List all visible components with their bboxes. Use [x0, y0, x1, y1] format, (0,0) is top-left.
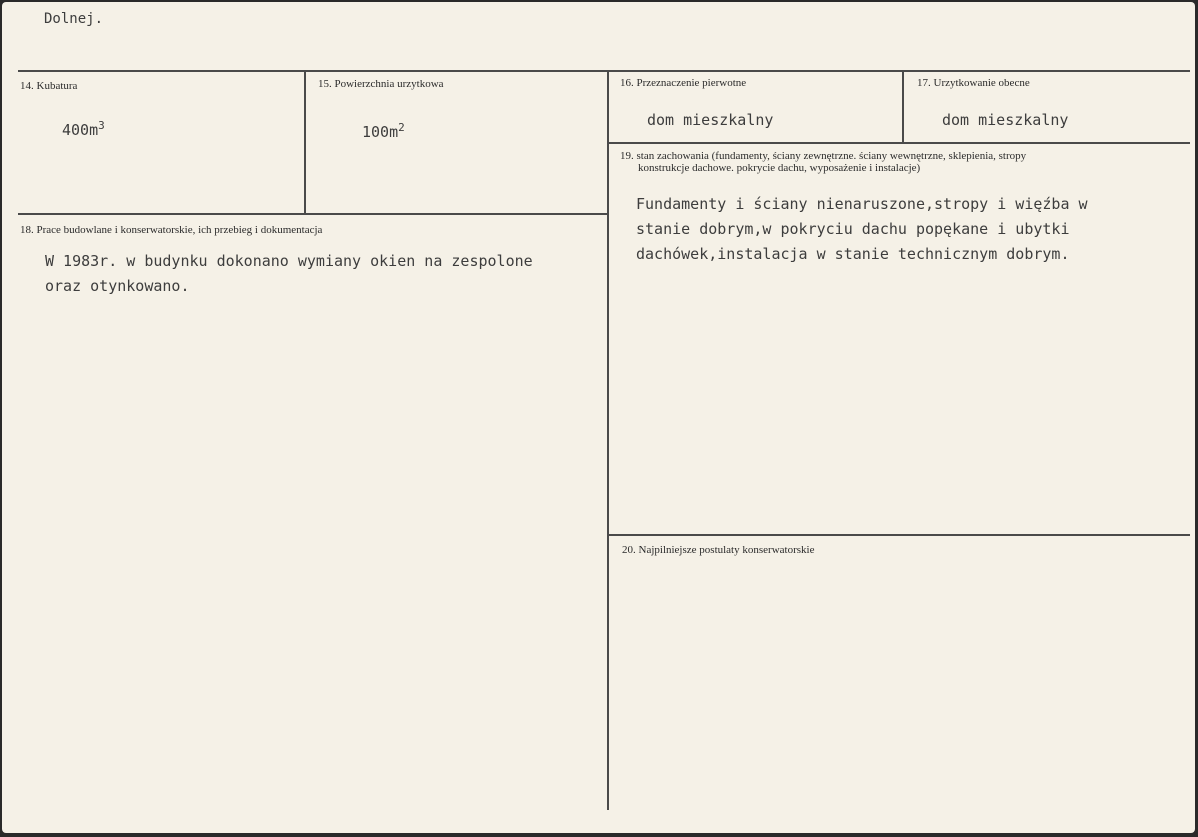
record-card	[2, 2, 1195, 833]
rule-above-20	[607, 534, 1190, 536]
rule-below-16-17	[607, 142, 1190, 144]
field-19-line-2: stanie dobrym,w pokryciu dachu popękane i ubytki	[636, 220, 1070, 238]
field-18-line-2: oraz otynkowano.	[45, 277, 190, 295]
field-18-label: 18. Prace budowlane i konserwatorskie, ich przebieg i dokumentacja	[20, 224, 323, 236]
field-14-value: $400m^3$	[62, 119, 105, 139]
field-20-label: 20. Najpilniejsze postulaty konserwatorskie	[622, 544, 815, 556]
field-15-value: $100m^2$	[362, 121, 405, 141]
field-19-label-line-1: 19. stan zachowania (fundamenty, ściany zewnętrzne. ściany wewnętrzne, sklepienia, stropy	[620, 150, 1027, 162]
center-divider	[607, 70, 609, 810]
field-19-line-1: Fundamenty i ściany nienaruszone,stropy i więźba w	[636, 195, 1088, 213]
divider-16-17	[902, 70, 904, 142]
continued-text: Dolnej.	[44, 11, 104, 27]
top-rule	[18, 70, 1190, 72]
field-16-value: dom mieszkalny	[647, 111, 774, 129]
field-14-label: 14. Kubatura	[20, 80, 78, 92]
field-19-label-line-2: konstrukcje dachowe. pokrycie dachu, wyposażenie i instalacje)	[638, 162, 921, 174]
field-16-label: 16. Przeznaczenie pierwotne	[620, 77, 747, 89]
field-18-line-1: W 1983r. w budynku dokonano wymiany okien na zespolone	[45, 252, 533, 270]
field-17-label: 17. Urzytkowanie obecne	[917, 77, 1030, 89]
field-17-value: dom mieszkalny	[942, 111, 1069, 129]
field-15-label: 15. Powierzchnia urzytkowa	[318, 78, 444, 90]
field-19-line-3: dachówek,instalacja w stanie technicznym dobrym.	[636, 245, 1070, 263]
rule-below-14-15	[18, 213, 607, 215]
divider-14-15	[304, 70, 306, 214]
